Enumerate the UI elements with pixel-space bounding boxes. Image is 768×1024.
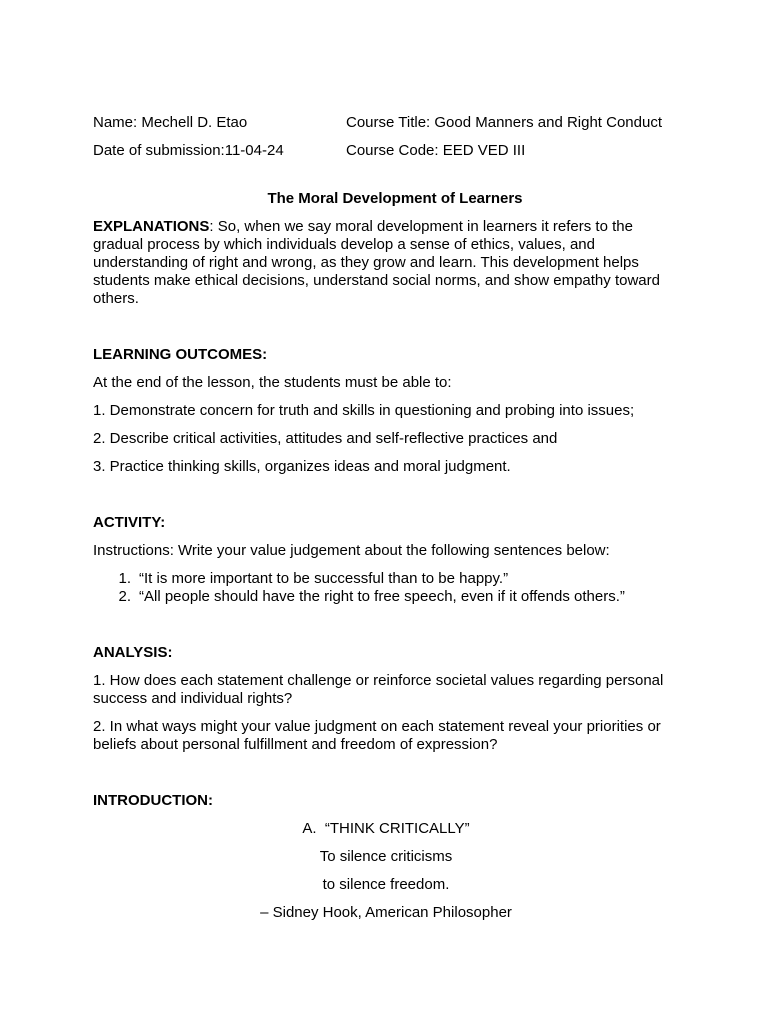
introduction-heading: INTRODUCTION: (93, 792, 213, 809)
explanations-label: EXPLANATIONS (93, 218, 210, 235)
introduction-subheading: A. “THINK CRITICALLY” (302, 820, 470, 837)
list-item-text: “It is more important to be successful than to be happy.” (139, 570, 509, 587)
list-item-number: 1. (118, 570, 131, 587)
learning-outcomes-intro: At the end of the lesson, the students must be able to: (93, 374, 452, 391)
activity-heading: ACTIVITY: (93, 514, 166, 531)
quote-line: to silence freedom. (322, 876, 450, 893)
analysis-item: 2. In what ways might your value judgment on each statement reveal your priorities or beliefs about personal fulfillment and freedom of expression? (93, 718, 661, 753)
learning-outcome-item: 2. Describe critical activities, attitudes and self-reflective practices and (93, 430, 558, 447)
quote-attribution: – Sidney Hook, American Philosopher (260, 904, 512, 921)
analysis-item: 1. How does each statement challenge or reinforce societal values regarding personal success and individual rights? (93, 672, 664, 707)
header-row-2 (93, 142, 683, 160)
list-item (93, 588, 683, 606)
learning-outcome-item: 3. Practice thinking skills, organizes ideas and moral judgment. (93, 458, 511, 475)
learning-outcomes-heading: LEARNING OUTCOMES: (93, 346, 268, 363)
explanations-paragraph (93, 218, 673, 308)
course-title: Course Title: Good Manners and Right Conduct (346, 114, 663, 131)
learning-outcome-item: 1. Demonstrate concern for truth and skills in questioning and probing into issues; (93, 402, 635, 419)
list-item-text: “All people should have the right to free speech, even if it offends others.” (139, 588, 625, 605)
submission-date: Date of submission:11-04-24 (93, 142, 284, 159)
header-row-1 (93, 114, 683, 132)
explanations-text: : So, when we say moral development in learners it refers to the gradual process by which individuals develop a sense of ethics, values, and understanding of right and wrong, as they grow and learn. This development helps students make ethical decisions, understand social norms, and show empathy toward others. (93, 218, 660, 307)
document-title: The Moral Development of Learners (267, 190, 523, 207)
quote-line: To silence criticisms (319, 848, 453, 865)
activity-list (93, 570, 683, 606)
activity-instructions: Instructions: Write your value judgement about the following sentences below: (93, 542, 610, 559)
document-page (93, 114, 683, 922)
list-item (93, 570, 683, 588)
student-name: Name: Mechell D. Etao (93, 114, 248, 131)
list-item-number: 2. (118, 588, 131, 605)
course-code: Course Code: EED VED III (346, 142, 526, 159)
analysis-heading: ANALYSIS: (93, 644, 173, 661)
